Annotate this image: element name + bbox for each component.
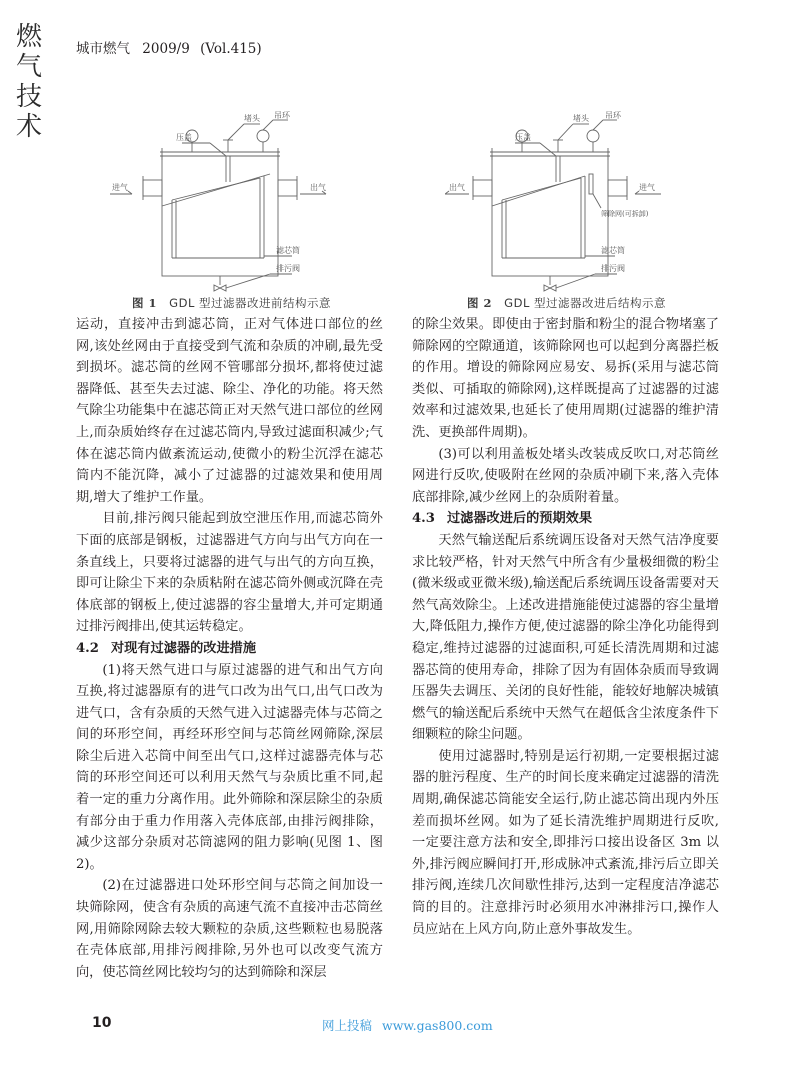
label-plug: 堵头	[573, 114, 589, 123]
label-filter-cartridge: 滤芯筒	[601, 246, 625, 255]
page-number: 10	[92, 1015, 112, 1031]
volume-number: (Vol.415)	[200, 41, 262, 57]
label-ring: 吊环	[605, 111, 621, 120]
paragraph: 目前,排污阀只能起到放空泄压作用,而滤芯筒外下面的底部是钢板，过滤器进气方向与出气方向在一条直线上，只要将过滤器的进气与出气的方向互换，即可让除尘下来的杂质粘附在滤芯筒外侧或沉降在壳体底部的钢板上,使过滤器的容尘量增大,并可定期通过排污阀排出,使其运转稳定。	[76, 511, 383, 635]
figure-1-svg	[110, 110, 350, 292]
paragraph: (2)在过滤器进口处环形空间与芯筒之间加设一块筛除网，使含有杂质的高速气流不直接冲击芯筒丝网,用筛除网除去较大颗粒的杂质,这些颗粒也易脱落在壳体底部,用排污阀排除,另外也可以改变气流方向，使芯筒丝网比较均匀的达到筛除和深层	[76, 878, 383, 980]
label-outlet: 出气	[310, 183, 326, 192]
side-logo-char: 燃	[15, 22, 42, 52]
section-number: 4.3	[412, 511, 435, 527]
label-inlet: 进气	[112, 183, 128, 192]
label-filter-cartridge: 滤芯筒	[276, 246, 300, 255]
side-logo	[14, 22, 44, 142]
label-cover: 压盖	[515, 133, 531, 142]
section-title: 过滤器改进后的预期效果	[446, 511, 593, 527]
label-drain-valve: 排污阀	[276, 264, 300, 273]
label-cover: 压盖	[176, 133, 192, 142]
figure-2-caption	[467, 295, 666, 311]
label-outlet: 出气	[449, 183, 465, 192]
label-screen: 筛除网(可拆卸)	[601, 210, 649, 218]
side-logo-char: 气	[15, 52, 42, 82]
label-inlet: 进气	[639, 183, 655, 192]
section-heading-4-2	[76, 638, 383, 660]
figure-1-caption	[132, 295, 331, 311]
side-logo-char: 术	[15, 112, 42, 142]
footer-submission-link[interactable]	[322, 1016, 493, 1034]
submission-label: 网上投稿	[322, 1018, 373, 1033]
paragraph: (3)可以利用盖板处堵头改装成反吹口,对芯筒丝网进行反吹,使吸附在丝网的杂质冲刷下来,落入壳体底部排除,减少丝网上的杂质附着量。	[412, 446, 719, 505]
right-column	[412, 314, 719, 940]
issue-number: 2009/9	[142, 41, 190, 57]
left-column	[76, 314, 383, 983]
paragraph: (1)将天然气进口与原过滤器的进气和出气方向互换,将过滤器原有的进气口改为出气口,出气口改为进气口，含有杂质的天然气进入过滤器壳体与芯筒之间的环形空间，再经环形空间与芯筒丝网筛除,深层除尘后进入芯筒中间至出气口,这样过滤器壳体与芯筒的环形空间还可以利用天然气与杂质比重不同,起着一定的重力分离作用。此外筛除和深层除尘的杂质有部分由于重力作用落入壳体底部,由排污阀排除，减少这部分杂质对芯筒滤网的阻力影响(见图 1、图 2)。	[76, 662, 383, 872]
figure-2-caption-number: 图 2	[467, 296, 493, 310]
figure-2-caption-text: GDL 型过滤器改进后结构示意	[504, 296, 666, 310]
paragraph: 的除尘效果。即使由于密封脂和粉尘的混合物堵塞了筛除网的空隙通道，该筛除网也可以起到分离器拦板的作用。增设的筛除网应易安、易拆(采用与滤芯筒类似、可插取的筛除网),这样既提高了过滤器的过滤效率和过滤效果,也延长了使用周期(过滤器的维护清洗、更换部件周期)。	[412, 317, 719, 440]
side-logo-char: 技	[15, 82, 42, 112]
website-url[interactable]: www.gas800.com	[382, 1018, 493, 1033]
figure-2-diagram	[445, 110, 685, 292]
section-number: 4.2	[76, 640, 99, 656]
paragraph: 运动，直接冲击到滤芯筒，正对气体进口部位的丝网,该处丝网由于直接受到气流和杂质的冲刷,最先受到损坏。滤芯筒的丝网不管哪部分损坏,都将使过滤器降低、甚至失去过滤、除尘、净化的功能。将天然气除尘功能集中在滤芯筒正对天然气进口部位的丝网上,而杂质始终存在过滤芯筒内,导致过滤面积减少;气体在滤芯筒内做紊流运动,使微小的粉尘沉浮在滤芯筒内不能沉降，减小了过滤器的过滤效果和使用周期,增大了维护工作量。	[76, 317, 383, 505]
paragraph: 天然气输送配后系统调压设备对天然气洁净度要求比较严格，针对天然气中所含有少量极细微的粉尘(微米级或亚微米级),输送配后系统调压设备需要对天然气高效除尘。上述改进措施能使过滤器的容尘量增大,降低阻力,操作方便,使过滤器的除尘净化功能得到稳定,维持过滤器的过滤面积,可延长清洗周期和过滤器芯筒的使用寿命，排除了因为有固体杂质而导致调压器失去调压、关闭的良好性能，能较好地解决城镇燃气的输送配后系统中天然气在超低含尘浓度条件下细颗粒的除尘问题。	[412, 532, 719, 743]
journal-name: 城市燃气	[76, 41, 130, 57]
section-heading-4-3	[412, 508, 719, 530]
label-ring: 吊环	[274, 111, 290, 120]
figure-1-caption-number: 图 1	[132, 296, 158, 310]
figure-1-caption-text: GDL 型过滤器改进前结构示意	[169, 296, 331, 310]
section-title: 对现有过滤器的改进措施	[110, 640, 257, 656]
label-drain-valve: 排污阀	[601, 264, 625, 273]
label-plug: 堵头	[244, 114, 260, 123]
paragraph: 使用过滤器时,特别是运行初期,一定要根据过滤器的脏污程度、生产的时间长度来确定过滤器的清洗周期,确保滤芯筒能安全运行,防止滤芯筒出现内外压差而损坏丝网。如为了延长清洗维护周期进行反吹,一定要注意方法和安全,即排污口接出设备区 3m 以外,排污阀应瞬间打开,形成脉冲式紊流,排污后立即关排污阀,连续几次间歇性排污,达到一定程度洁净滤芯筒的目的。注意排污时必须用水冲淋排污口,操作人员应站在上风方向,防止意外事故发生。	[412, 748, 719, 937]
running-head	[76, 37, 262, 57]
figure-1-diagram	[110, 110, 350, 292]
figure-2-svg	[445, 110, 685, 292]
